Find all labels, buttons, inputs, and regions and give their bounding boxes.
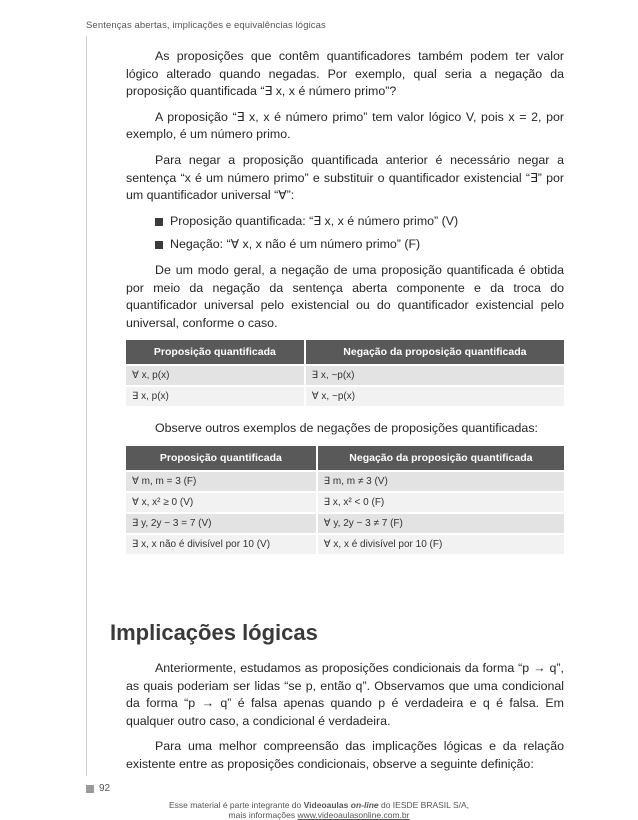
main-content bbox=[126, 48, 564, 568]
page-number bbox=[86, 783, 110, 794]
page-marker-icon bbox=[86, 785, 94, 793]
table-cell: ∃ y, 2y − 3 = 7 (V) bbox=[126, 512, 318, 533]
table-cell: ∀ m, m = 3 (F) bbox=[126, 470, 318, 491]
table-cell: ∃ x, ~p(x) bbox=[306, 364, 564, 385]
table-cell: ∃ x, x² < 0 (F) bbox=[318, 491, 564, 512]
table-cell: ∀ x, ~p(x) bbox=[306, 385, 564, 406]
running-head: Sentenças abertas, implicações e equivalências lógicas bbox=[86, 20, 326, 31]
table-cell: ∀ x, x é divisível por 10 (F) bbox=[318, 533, 564, 554]
paragraph: Para negar a proposição quantificada anterior é necessário negar a sentença “x é um número primo” e substituir o quantificador existencial “∃” por um quantificador universal “∀”: bbox=[126, 152, 564, 203]
section-heading: Implicações lógicas bbox=[110, 620, 318, 645]
table-row bbox=[126, 470, 564, 491]
table-header: Proposição quantificada bbox=[126, 446, 318, 470]
bullet-text: Negação: “∀ x, x não é um número primo” (F) bbox=[170, 237, 421, 252]
section-content bbox=[126, 660, 564, 782]
paragraph: Observe outros exemplos de negações de proposições quantificadas: bbox=[155, 421, 538, 436]
footer-line-2 bbox=[0, 810, 638, 820]
bullet-item bbox=[126, 236, 564, 254]
bullet-list bbox=[126, 213, 564, 254]
table-cell: ∀ x, p(x) bbox=[126, 364, 306, 385]
footer bbox=[0, 800, 638, 820]
square-bullet-icon bbox=[155, 241, 163, 249]
paragraph: De um modo geral, a negação de uma proposição quantificada é obtida por meio da negação da sentença aberta componente e da troca do quantificador universal pelo existencial ou do quantificador existencial pelo universal, conforme o caso. bbox=[126, 262, 564, 330]
table-row bbox=[126, 512, 564, 533]
table-header: Negação da proposição quantificada bbox=[318, 446, 564, 470]
footer-text: Esse material é parte integrante do bbox=[168, 800, 304, 810]
bullet-text: Proposição quantificada: “∃ x, x é número primo” (V) bbox=[170, 213, 459, 228]
margin-rule bbox=[86, 36, 87, 776]
footer-brand: Videoaulas bbox=[303, 800, 349, 810]
paragraph: As proposições que contêm quantificadores também podem ter valor lógico alterado quando negadas. Por exemplo, qual seria a negação da proposição quantificada “∃ x, x é número primo”? bbox=[126, 49, 564, 99]
table-cell: ∀ x, x² ≥ 0 (V) bbox=[126, 491, 318, 512]
footer-brand-suffix: on-line bbox=[350, 800, 379, 810]
footer-text: mais informações bbox=[228, 810, 298, 820]
paragraph: Para uma melhor compreensão das implicações lógicas e da relação existente entre as proposições condicionais, observe a seguinte definição: bbox=[126, 739, 564, 771]
square-bullet-icon bbox=[155, 218, 163, 226]
table-header: Negação da proposição quantificada bbox=[306, 340, 564, 364]
table-cell: ∀ y, 2y − 3 ≠ 7 (F) bbox=[318, 512, 564, 533]
table-row bbox=[126, 533, 564, 554]
negation-table-general bbox=[126, 340, 564, 406]
bullet-item bbox=[126, 213, 564, 231]
table-cell: ∃ x, p(x) bbox=[126, 385, 306, 406]
table-row bbox=[126, 364, 564, 385]
table-row bbox=[126, 385, 564, 406]
table-row bbox=[126, 491, 564, 512]
paragraph: Anteriormente, estudamos as proposições condicionais da forma “p → q”, as quais poderiam ser lidas “se p, então q”. Observamos que uma condicional da forma “p → q” é falsa apenas quando p é verdadeira e q é falsa. Em qualquer outro caso, a condicional é verdadeira. bbox=[126, 661, 564, 728]
footer-text: do IESDE BRASIL S/A, bbox=[378, 800, 470, 810]
table-cell: ∃ x, x não é divisível por 10 (V) bbox=[126, 533, 318, 554]
page-number-text: 92 bbox=[99, 783, 111, 794]
table-cell: ∃ m, m ≠ 3 (V) bbox=[318, 470, 564, 491]
footer-line-1 bbox=[0, 800, 638, 810]
paragraph: A proposição “∃ x, x é número primo” tem valor lógico V, pois x = 2, por exemplo, é um número primo. bbox=[126, 109, 564, 142]
table-header: Proposição quantificada bbox=[126, 340, 306, 364]
negation-table-examples bbox=[126, 446, 564, 554]
footer-link[interactable]: www.videoaulasonline.com.br bbox=[297, 810, 410, 820]
